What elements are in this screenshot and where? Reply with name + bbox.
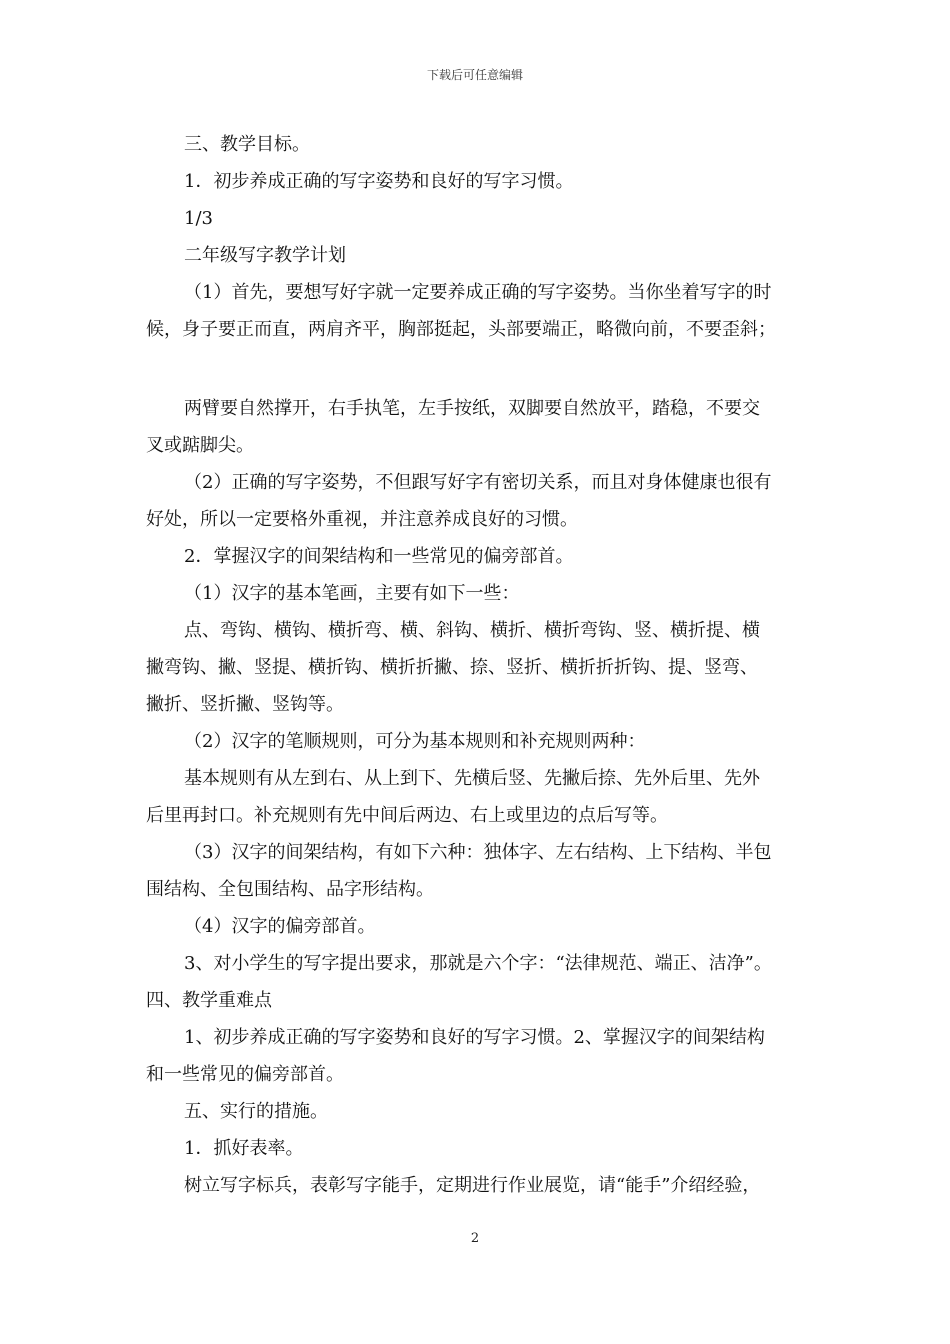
paragraph-line: 围结构、全包围结构、品字形结构。 [146,879,434,900]
paragraph-line: 撇弯钩、撇、竖提、横折钩、横折折撇、捺、竖折、横折折折钩、提、竖弯、 [146,657,758,678]
paragraph-line: 1．初步养成正确的写字姿势和良好的写字习惯。 [184,171,574,192]
paragraph-line: 树立写字标兵，表彰写字能手，定期进行作业展览，请“能手”介绍经验， [184,1175,761,1196]
section-heading: 五、实行的措施。 [184,1101,328,1122]
paragraph-line: 1、初步养成正确的写字姿势和良好的写字习惯。2、掌握汉字的间架结构 [184,1027,765,1048]
page-header: 下载后可任意编辑 [426,68,523,82]
paragraph-line: 点、弯钩、横钩、横折弯、横、斜钩、横折、横折弯钩、竖、横折提、横 [184,620,760,641]
paragraph-line: （3）汉字的间架结构，有如下六种：独体字、左右结构、上下结构、半包 [184,842,772,863]
paragraph-line: 后里再封口。补充规则有先中间后两边、右上或里边的点后写等。 [146,805,668,826]
paragraph-line: 撇折、竖折撇、竖钩等。 [146,694,344,715]
spacer [146,348,826,390]
paragraph-line: 候，身子要正而直，两肩齐平，胸部挺起，头部要端正，略微向前，不要歪斜； [146,319,776,340]
paragraph-line: 和一些常见的偏旁部首。 [146,1064,344,1085]
paragraph-line: 基本规则有从左到右、从上到下、先横后竖、先撇后捺、先外后里、先外 [184,768,760,789]
paragraph-line: （1）首先，要想写好字就一定要养成正确的写字姿势。当你坐着写字的时 [184,282,772,303]
document-body [146,126,826,1204]
paragraph-line: （1）汉字的基本笔画，主要有如下一些： [184,583,520,604]
paragraph-line: 2．掌握汉字的间架结构和一些常见的偏旁部首。 [184,546,574,567]
page-number: 2 [470,1231,480,1246]
paragraph-line: 叉或踮脚尖。 [146,435,254,456]
paragraph-line: （2）正确的写字姿势，不但跟写好字有密切关系，而且对身体健康也很有 [184,472,772,493]
page-fraction: 1/3 [184,208,213,229]
paragraph-line: （4）汉字的偏旁部首。 [184,916,376,937]
paragraph-line: 两臂要自然撑开，右手执笔，左手按纸，双脚要自然放平，踏稳，不要交 [184,398,760,419]
paragraph-line: 好处，所以一定要格外重视，并注意养成良好的习惯。 [146,509,578,530]
section-heading: 四、教学重难点 [146,990,272,1011]
paragraph-line: 1．抓好表率。 [184,1138,304,1159]
document-title: 二年级写字教学计划 [184,245,346,266]
paragraph-line: （2）汉字的笔顺规则，可分为基本规则和补充规则两种： [184,731,646,752]
paragraph-line: 3、对小学生的写字提出要求，那就是六个字：“法律规范、端正、洁净”。 [184,953,772,974]
section-heading: 三、教学目标。 [184,134,310,155]
